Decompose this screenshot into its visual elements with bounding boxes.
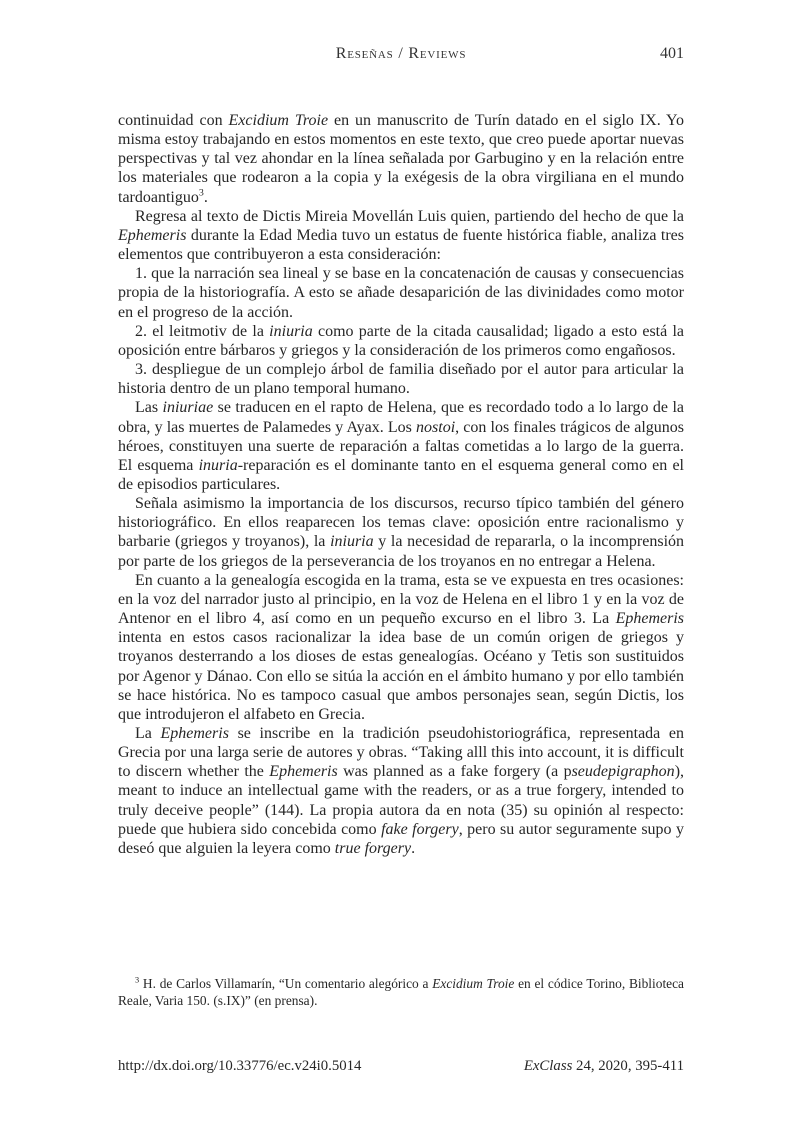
footnote: $^3$ H. de Carlos Villamarín, “Un comentario alegórico a Excidium Troie en el códice Torino, Biblioteca Reale, Varia 150. (s.IX)” (en prensa). [118, 975, 684, 1008]
page-footer [118, 1058, 684, 1075]
paragraph: La Ephemeris se inscribe en la tradición pseudohistoriográfica, representada en Grecia por una larga serie de autores y obras. “Taking alll this into account, it is difficult to discern whether the Ephemeris was planned as a fake forgery (a pseudepigraphon), meant to induce an intellectual game with the readers, or as a true forgery, intended to truly deceive people” (144). La propia autora da en nota (35) su opinión al respecto: puede que hubiera sido concebida como fake forgery, pero su autor seguramente supo y deseó que alguien la leyera como true forgery. [118, 725, 685, 857]
running-head: Reseñas / Reviews [335, 45, 467, 62]
paragraph: 3. despliegue de un complejo árbol de familia diseñado por el autor para articular la historia dentro de un plano temporal humano. [118, 361, 684, 398]
paragraph: Señala asimismo la importancia de los discursos, recurso típico también del género historiográfico. En ellos reaparecen los temas clave: oposición entre racionalismo y barbarie (griegos y troyanos), la iniuria y la necesidad de repararla, o la incomprensión por parte de los griegos de la perseverancia de los troyanos en no entregar a Helena. [118, 495, 685, 570]
paragraph: Las iniuriae se traducen en el rapto de Helena, que es recordado todo a lo largo de la obra, y las muertes de Palamedes y Ayax. Los nostoi, con los finales trágicos de algunos héroes, constituyen una suerte de reparación a faltas cometidas a lo largo de la guerra. El esquema inuria-reparación es el dominante tanto en el esquema general como en el de episodios particulares. [118, 399, 685, 493]
paragraph: 2. el leitmotiv de la iniuria como parte de la citada causalidad; ligado a esto está la oposición entre bárbaros y griegos y la consideración de los primeros como engañosos. [118, 322, 685, 359]
body-text [118, 111, 684, 858]
page-header [118, 45, 684, 65]
page-number: 401 [660, 45, 684, 62]
journal-citation: ExClass 24, 2020, 395-411 [523, 1058, 684, 1074]
doi-text: http://dx.doi.org/10.33776/ec.v24i0.5014 [118, 1058, 362, 1074]
paragraph: 1. que la narración sea lineal y se base en la concatenación de causas y consecuencias propia de la historiografía. A esto se añade desaparición de las divinidades como motor en el progreso de la acción. [118, 265, 684, 321]
paragraph: continuidad con Excidium Troie en un manuscrito de Turín datado en el siglo IX. Yo misma estoy trabajando en estos momentos en este texto, que creo puede aportar nuevas perspectivas y tal vez ahondar en la línea señalada por Garbugino y en la relación entre los materiales que rodearon a la copia y la exégesis de la obra virgiliana en el mundo tardoantiguo$^3$. [118, 112, 685, 206]
paragraph: Regresa al texto de Dictis Mireia Movellán Luis quien, partiendo del hecho de que la Ephemeris durante la Edad Media tuvo un estatus de fuente histórica fiable, analiza tres elementos que contribuyeron a esta consideración: [118, 207, 684, 264]
paragraph: En cuanto a la genealogía escogida en la trama, esta se ve expuesta en tres ocasiones: en la voz del narrador justo al principio, en la voz de Helena en el libro 1 y en la voz de Antenor en el libro 4, así como en un pequeño excurso en el libro 3. La Ephemeris intenta en estos casos racionalizar la idea base de un común origen de griegos y troyanos desterrando a los dioses de estas genealogías. Océano y Tetis son sustituidos por Agenor y Dánao. Con ello se sitúa la acción en el ámbito humano y por ello también se hace histórica. No es tampoco casual que ambos personajes sean, según Dictis, los que introdujeron el alfabeto en Grecia. [118, 571, 684, 723]
